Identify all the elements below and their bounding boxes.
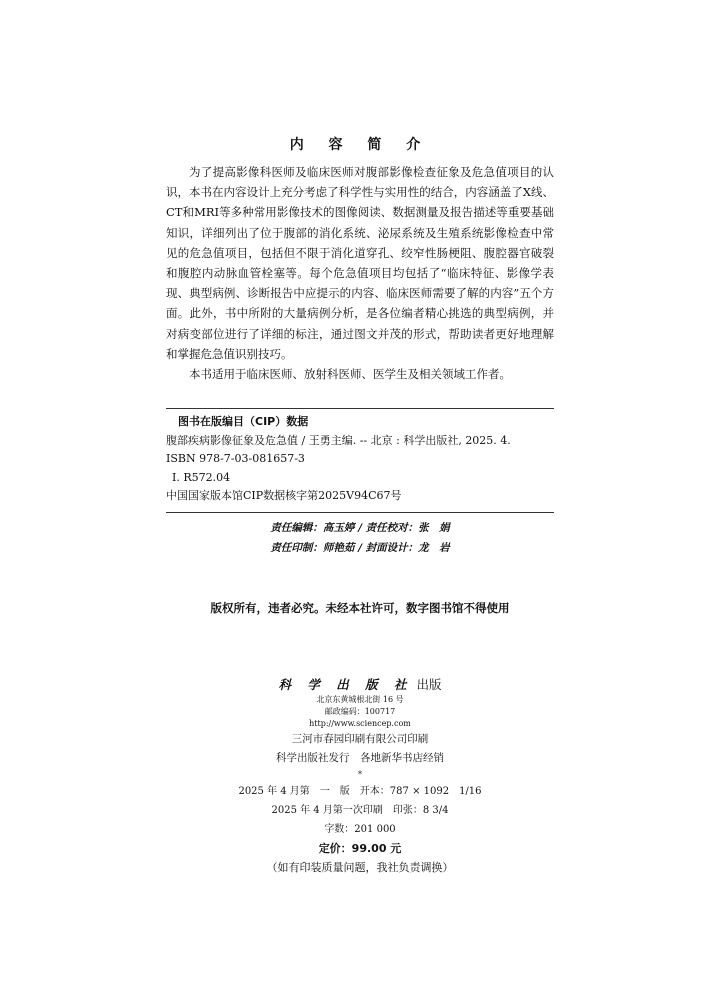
exchange-note: （如有印装质量问题，我社负责调换） <box>266 861 454 874</box>
publisher-url: http://www.sciencep.com <box>309 719 411 728</box>
cip-line-classification: Ⅰ. R572.04 <box>172 470 231 484</box>
edition-line: 2025 年 4 月第 一 版 开本：787 × 1092 1/16 <box>238 786 482 797</box>
publisher-name: 科 学 出 版 社 <box>278 677 413 692</box>
intro-section <box>166 162 554 384</box>
intro-title: 内 容 简 介 <box>289 137 431 153</box>
publisher-address: 北京东黄城根北街 16 号 <box>316 695 404 704</box>
cip-block <box>166 408 554 513</box>
price-line: 定价：99.00 元 <box>318 842 402 855</box>
copyright-notice: 版权所有，违者必究。未经本社许可，数字图书馆不得使用 <box>210 601 510 615</box>
cip-heading: 图书在版编目（CIP）数据 <box>178 415 309 428</box>
credits-line-production: 责任印制：师艳茹 / 封面设计：龙 岩 <box>270 542 450 554</box>
credits-line-editor: 责任编辑：高玉婷 / 责任校对：张 娟 <box>270 522 450 534</box>
star-divider: * <box>358 770 362 779</box>
cip-line-record-number: 中国国家版本馆CIP数据核字第2025V94C67号 <box>166 489 402 502</box>
intro-paragraph-1: 为了提高影像科医师及临床医师对腹部影像检查征象及危急值项目的认识，本书在内容设计上充分考虑了科学性与实用性的结合，内容涵盖了X线、CT和MRI等多种常用影像技术的图像阅读、数据测量及报告描述等重要基础知识，详细列出了位于腹部的消化系统、泌尿系统及生殖系统影像检查中常见的危急值项目，包括但不限于消化道穿孔、绞窄性肠梗阻、腹腔器官破裂和腹腔内动脉血管栓塞等。每个危急值项目均包括了“临床特征、影像学表现、典型病例、诊断报告中应提示的内容、临床医师需要了解的内容”五个方面。此外，书中所附的大量病例分析，是各位编者精心挑选的典型病例，并对病变部位进行了详细的标注，通过图文并茂的形式，帮助读者更好地理解和掌握危急值识别技巧。 <box>166 165 554 361</box>
printer-line: 三河市春园印刷有限公司印刷 <box>291 733 429 745</box>
publisher-name-line <box>0 676 720 694</box>
publisher-block <box>0 676 720 877</box>
intro-paragraph-2: 本书适用于临床医师、放射科医师、医学生及相关领域工作者。 <box>189 367 511 382</box>
publisher-suffix: 出版 <box>416 677 442 692</box>
cip-line-isbn: ISBN 978-7-03-081657-3 <box>166 452 305 465</box>
cip-line-title: 腹部疾病影像征象及危急值 / 王勇主编. -- 北京 : 科学出版社, 2025. 4. <box>166 433 511 447</box>
distribution-line: 科学出版社发行 各地新华书店经销 <box>276 752 444 764</box>
publisher-postcode: 邮政编码：100717 <box>324 707 396 716</box>
editorial-credits <box>166 518 554 558</box>
printing-line: 2025 年 4 月第一次印刷 印张：8 3/4 <box>271 805 449 816</box>
wordcount-line: 字数：201 000 <box>324 824 396 835</box>
